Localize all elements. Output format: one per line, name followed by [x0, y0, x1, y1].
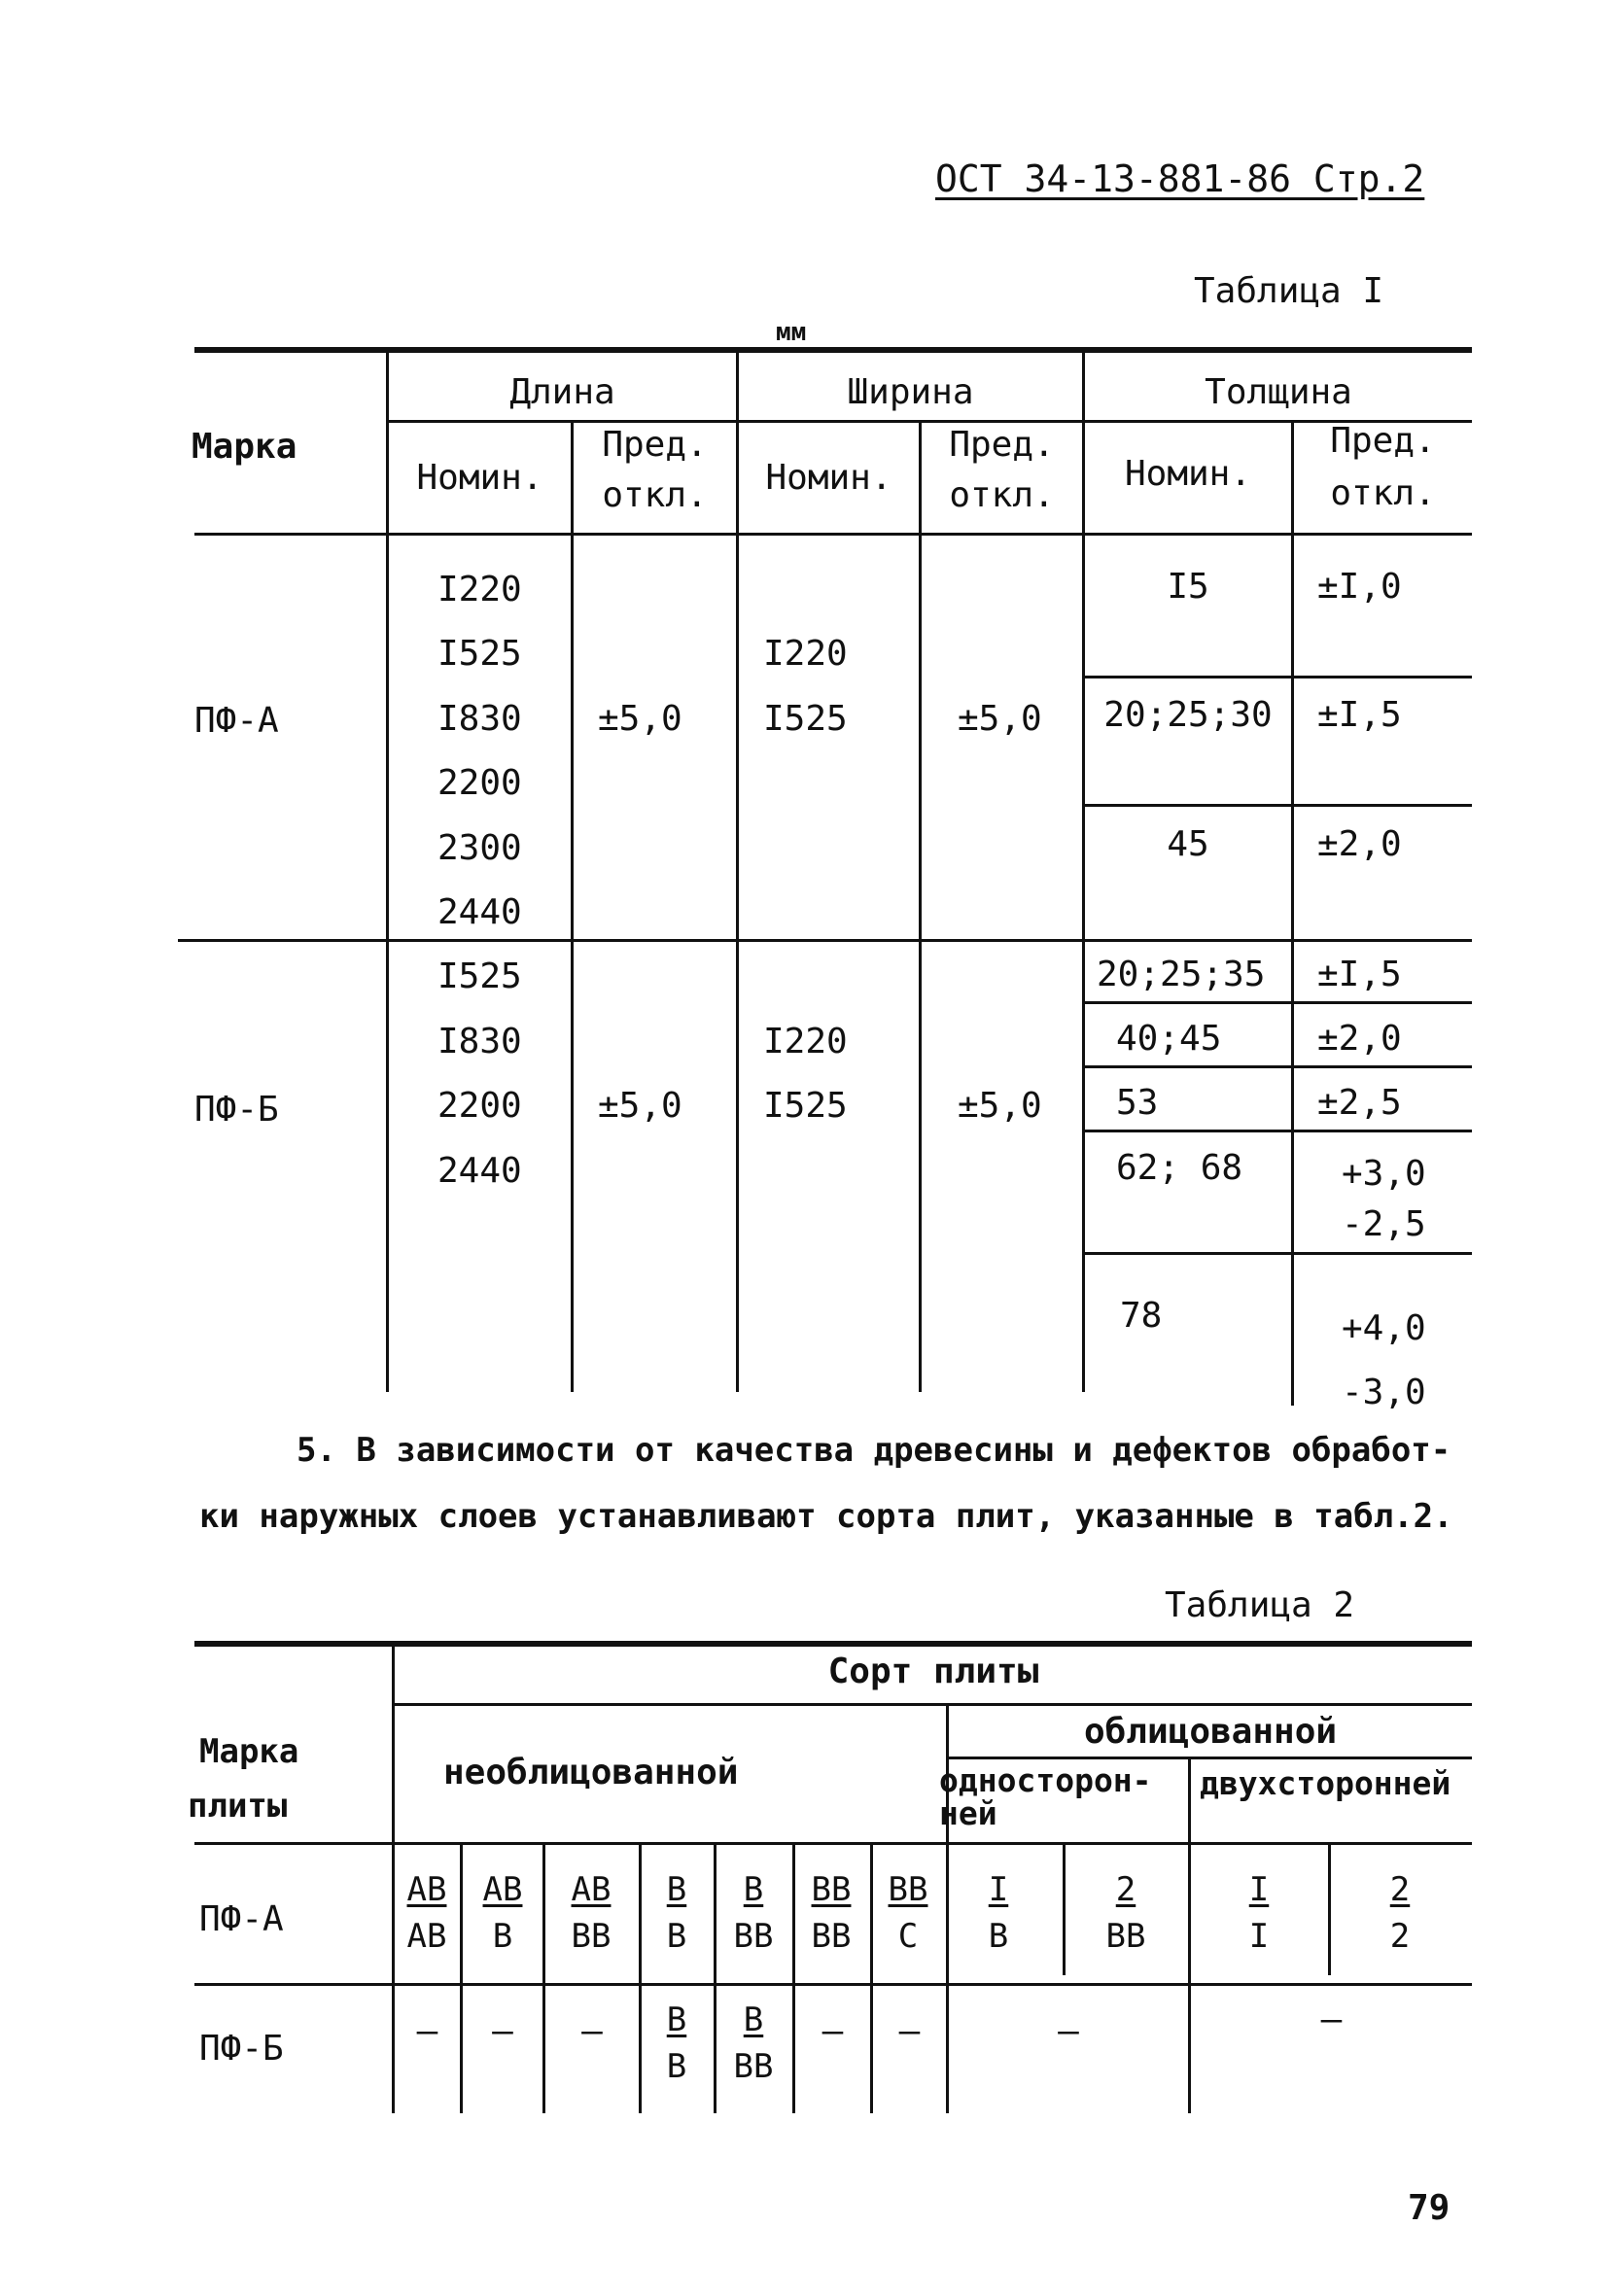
- thickness-nominal-header: Номин.: [1124, 454, 1252, 494]
- table1-row-mark: ПФ-А: [194, 701, 279, 741]
- length-deviation-header-2: откл.: [602, 475, 708, 515]
- thickness-nominal: 53: [1116, 1083, 1159, 1123]
- length-deviation-header-1: Пред.: [602, 425, 708, 465]
- grade-fraction: I В: [988, 1870, 1009, 1956]
- table2-col-rule: [639, 1844, 642, 2113]
- table1-col-rule: [1082, 352, 1085, 1392]
- width-nominal: I525: [763, 699, 848, 739]
- table2-row-divider: [194, 1983, 1472, 1986]
- thickness-deviation: ±2,0: [1317, 1019, 1402, 1059]
- grade-fraction: АВ В: [482, 1870, 523, 1956]
- grade-fraction: В В: [666, 1870, 687, 1956]
- grade-dash: –: [416, 2011, 438, 2051]
- length-nominal: I525: [437, 634, 522, 674]
- table2-col-rule: [870, 1844, 873, 2113]
- length-nominal: I830: [437, 1022, 522, 1061]
- grade-fraction: 2 ВВ: [1105, 1870, 1146, 1956]
- table1-rule: [1083, 676, 1472, 678]
- width-deviation-header-2: откл.: [949, 475, 1055, 515]
- length-deviation: ±5,0: [598, 1086, 682, 1126]
- table1-caption: Таблица I: [1194, 271, 1384, 311]
- thickness-deviation: ±I,0: [1317, 567, 1402, 607]
- table2-mark-header-2: плиты: [188, 1787, 288, 1826]
- table2-unfaced-header: необлицованной: [443, 1753, 739, 1792]
- thickness-deviation: ±2,0: [1317, 824, 1402, 864]
- thickness-nominal: I5: [1167, 567, 1209, 607]
- table2-col-rule: [1328, 1844, 1331, 1975]
- width-nominal-header: Номин.: [765, 458, 892, 498]
- table2-row-mark: ПФ-А: [199, 1899, 284, 1939]
- table1-length-header: Длина: [509, 372, 615, 412]
- table1-rule: [1083, 1065, 1472, 1068]
- width-nominal: I220: [763, 1022, 848, 1061]
- grade-dash: –: [492, 2011, 513, 2051]
- table1-col-rule: [919, 422, 922, 1392]
- thickness-deviation: +4,0 -3,0: [1342, 1308, 1426, 1412]
- length-deviation: ±5,0: [598, 699, 682, 739]
- grade-fraction: ВВ С: [888, 1870, 928, 1956]
- table1-thickness-header: Толщина: [1205, 372, 1352, 412]
- table2-header-bottom-rule: [194, 1842, 1472, 1845]
- table1-col-rule: [571, 422, 574, 1392]
- grade-fraction: В ВВ: [733, 2000, 774, 2086]
- table2-row-mark: ПФ-Б: [199, 2029, 284, 2069]
- page-number: 79: [1408, 2188, 1451, 2228]
- table2-one-side-header-2: ней: [939, 1794, 997, 1832]
- length-nominal-header: Номин.: [416, 458, 543, 498]
- grade-fraction: АВ АВ: [406, 1870, 447, 1956]
- thickness-deviation: +3,0 -2,5: [1342, 1154, 1426, 1244]
- length-nominal: 2440: [437, 1151, 522, 1191]
- table2-col-rule: [1063, 1844, 1066, 1975]
- table1-rule: [1083, 1130, 1472, 1132]
- table2-faced-header: облицованной: [1083, 1712, 1338, 1752]
- thickness-deviation-header-1: Пред.: [1330, 421, 1436, 461]
- length-nominal: I830: [437, 699, 522, 739]
- length-nominal: I220: [437, 570, 522, 609]
- table1-rule: [1083, 1001, 1472, 1004]
- table1-col-rule: [386, 352, 389, 1392]
- table2-rule: [394, 1703, 1472, 1706]
- length-nominal: 2200: [437, 763, 522, 803]
- table2-caption: Таблица 2: [1165, 1585, 1355, 1625]
- table1-mark-header: Марка: [192, 427, 297, 467]
- grade-fraction: $\frac{2}{2}$: [1389, 1870, 1411, 1956]
- grade-fraction: ВВ ВВ: [811, 1870, 852, 1956]
- thickness-nominal: 20;25;35: [1097, 955, 1266, 994]
- grade-fraction: $\frac{I}{I}$: [1248, 1870, 1270, 1956]
- table2-col-rule: [1188, 1757, 1191, 2113]
- document-reference: ОСТ 34-13-881-86 Стр.2: [935, 157, 1425, 200]
- table2-col-rule: [792, 1844, 795, 2113]
- table2-top-rule: [194, 1641, 1472, 1647]
- table2-two-side-header: двухсторонней: [1200, 1764, 1451, 1802]
- length-nominal: 2300: [437, 828, 522, 868]
- width-nominal: I220: [763, 634, 848, 674]
- thickness-nominal: 40;45: [1116, 1019, 1222, 1059]
- grade-dash: –: [821, 2011, 844, 2051]
- width-deviation: ±5,0: [958, 1086, 1042, 1126]
- paragraph-line-2: ки наружных слоев устанавливают сорта плит, указанные в табл.2.: [199, 1497, 1453, 1536]
- thickness-nominal: 62; 68: [1116, 1148, 1243, 1188]
- table1-rule: [1083, 1252, 1472, 1255]
- grade-fraction: В В: [666, 2000, 687, 2086]
- grade-dash: –: [898, 2011, 921, 2051]
- length-nominal: 2200: [437, 1086, 522, 1126]
- table1-col-rule: [1291, 422, 1294, 1406]
- table1-width-header: Ширина: [847, 372, 974, 412]
- paragraph-line-1: 5. В зависимости от качества древесины и дефектов обработ-: [297, 1431, 1451, 1470]
- thickness-deviation: ±I,5: [1317, 955, 1402, 994]
- table2-col-rule: [542, 1844, 545, 2113]
- thickness-nominal: 20;25;30: [1103, 695, 1273, 735]
- grade-dash: –: [1058, 2011, 1079, 2051]
- width-deviation: ±5,0: [958, 699, 1042, 739]
- thickness-nominal: 78: [1120, 1296, 1163, 1336]
- thickness-nominal: 45: [1167, 824, 1209, 864]
- table2-col-rule: [714, 1844, 717, 2113]
- table1-rule: [1083, 804, 1472, 807]
- thickness-deviation-header-2: откл.: [1330, 473, 1436, 513]
- grade-fraction: АВ ВВ: [571, 1870, 612, 1956]
- table1-row-mark: ПФ-Б: [194, 1090, 279, 1130]
- table2-mark-header-1: Марка: [199, 1732, 299, 1771]
- width-nominal: I525: [763, 1086, 848, 1126]
- table2-rule: [948, 1757, 1472, 1759]
- table1-col-rule: [736, 352, 739, 1392]
- grade-dash: –: [581, 2011, 603, 2051]
- width-deviation-header-1: Пред.: [949, 425, 1055, 465]
- length-nominal: 2440: [437, 892, 522, 932]
- length-nominal: I525: [437, 957, 522, 996]
- table1-row-divider: [178, 939, 1472, 942]
- table2-grade-header: Сорт плиты: [827, 1652, 1039, 1691]
- grade-dash: –: [1320, 2000, 1343, 2039]
- grade-fraction: В ВВ: [733, 1870, 774, 1956]
- table2-one-side-header-1: односторон-: [939, 1761, 1152, 1799]
- table1-unit: мм: [776, 318, 807, 347]
- thickness-deviation: ±2,5: [1317, 1083, 1402, 1123]
- thickness-deviation: ±I,5: [1317, 695, 1402, 735]
